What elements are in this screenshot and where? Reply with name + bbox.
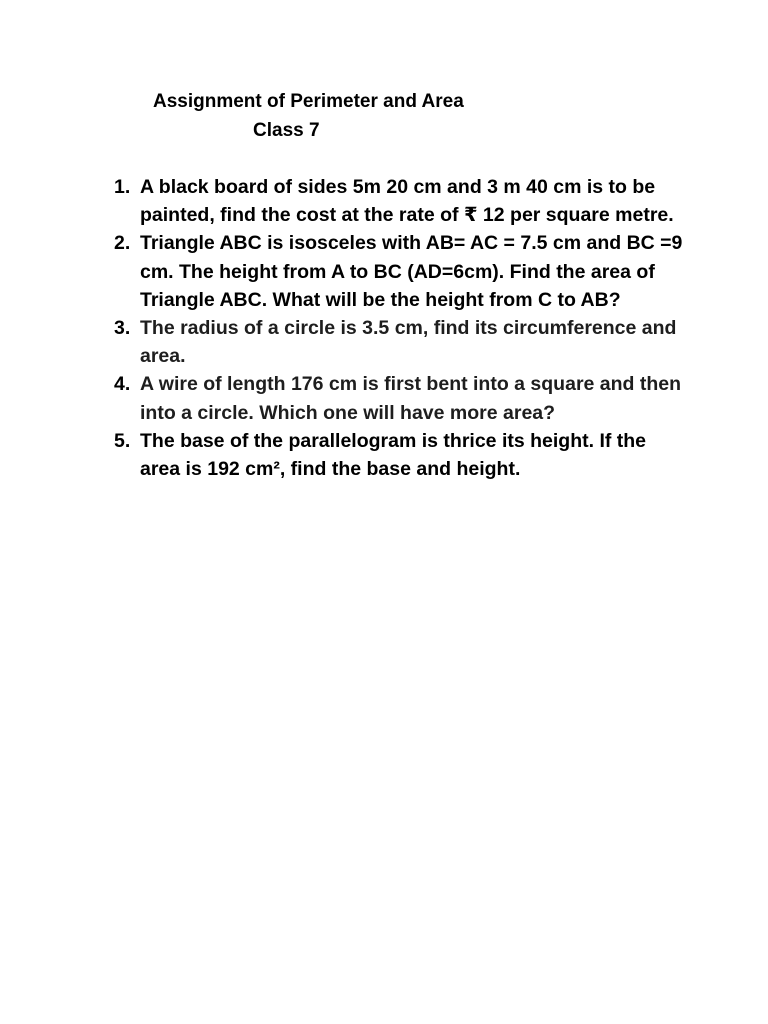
document-title: Assignment of Perimeter and Area xyxy=(153,91,464,112)
question-number: 4. xyxy=(114,373,131,396)
question-number: 3. xyxy=(114,317,131,340)
question-number: 5. xyxy=(114,429,131,452)
question-text: A black board of sides 5m 20 cm and 3 m 40 cm is to be painted, find the cost at the rate of ₹ 12 per square metre. xyxy=(140,176,674,227)
question-text: Triangle ABC is isosceles with AB= AC = 7.5 cm and BC =9 cm. The height from A to BC (AD=6cm). Find the area of Triangle ABC. What will be the height from C to AB? xyxy=(140,232,683,311)
question-text: The radius of a circle is 3.5 cm, find its circumference and area. xyxy=(140,317,677,368)
question-item-4 xyxy=(114,370,684,426)
question-text: A wire of length 176 cm is first bent into a square and then into a circle. Which one will have more area? xyxy=(140,373,682,424)
question-item-5 xyxy=(114,427,684,483)
question-item-1 xyxy=(114,173,684,229)
question-number: 2. xyxy=(114,232,131,255)
class-label: Class 7 xyxy=(253,120,320,141)
question-item-3 xyxy=(114,314,684,370)
question-list xyxy=(114,173,684,483)
question-item-2 xyxy=(114,229,684,314)
question-text: The base of the parallelogram is thrice its height. If the area is 192 cm², find the base and height. xyxy=(140,429,647,481)
question-number: 1. xyxy=(114,176,131,198)
